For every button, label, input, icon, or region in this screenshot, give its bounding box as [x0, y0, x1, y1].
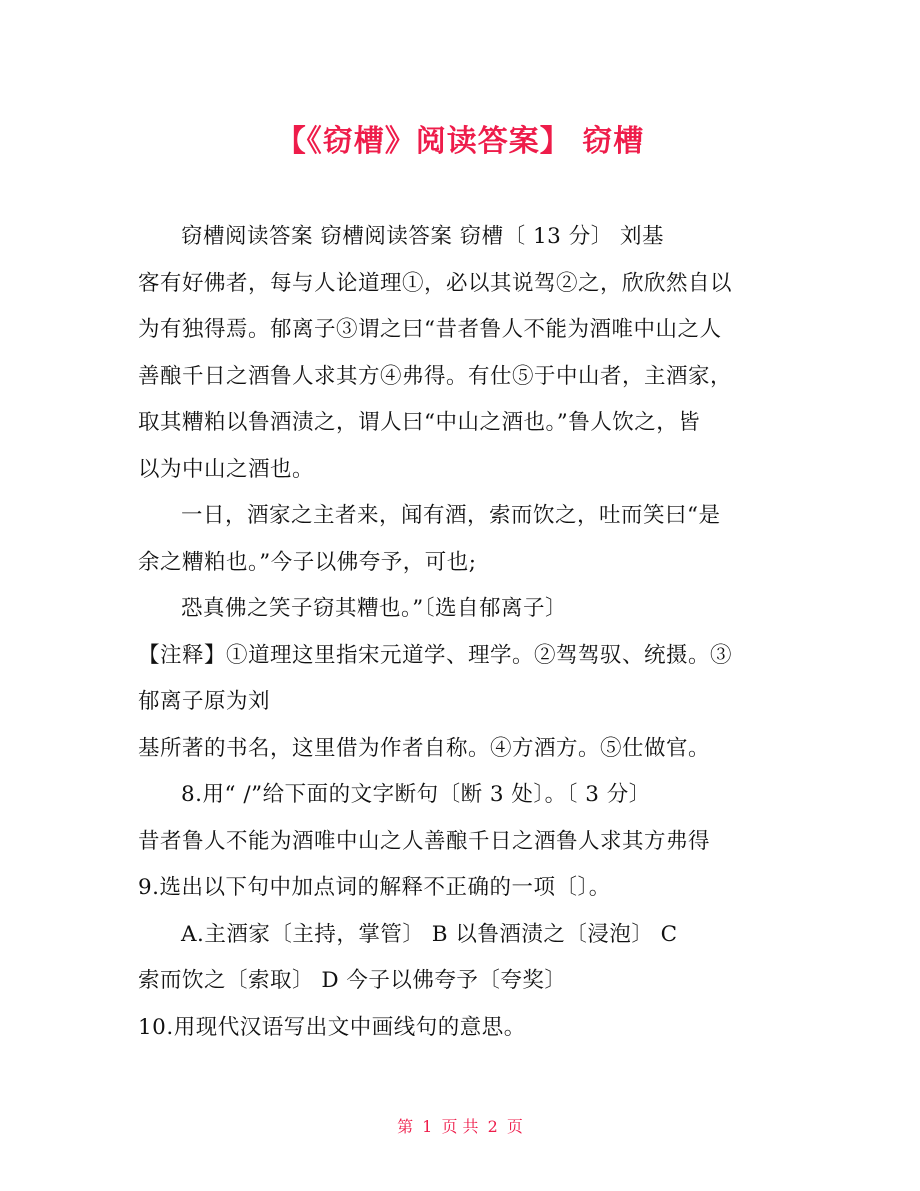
- annotation-line: 【注释】①道理这里指宋元道学、理学。②驾驾驭、统摄。③: [138, 642, 733, 668]
- text-line: 客有好佛者，每与人论道理①，必以其说驾②之，欣欣然自以: [138, 270, 733, 296]
- option-line: A.主酒家〔主持，掌管〕 B 以鲁酒渍之〔浸泡〕 C: [181, 921, 678, 947]
- footer-middle: 页 共: [441, 1117, 479, 1136]
- footer-prefix: 第: [397, 1117, 414, 1136]
- footer-total-pages: 2: [487, 1117, 498, 1136]
- text-line-heading: 窃槽阅读答案 窃槽阅读答案 窃槽〔 13 分〕 刘基: [181, 224, 665, 249]
- footer-page-number: 1: [422, 1117, 433, 1136]
- page-footer: [0, 1114, 920, 1137]
- document-body: [138, 214, 788, 1051]
- text-line: 善酿千日之酒鲁人求其方④弗得。有仕⑤于中山者，主酒家，: [138, 363, 733, 389]
- question-line: 10.用现代汉语写出文中画线句的意思。: [138, 1014, 526, 1040]
- question-line: 昔者鲁人不能为酒唯中山之人善酿千日之酒鲁人求其方弗得: [138, 828, 711, 854]
- question-line: 9.选出以下句中加点词的解释不正确的一项〔〕。: [138, 875, 611, 900]
- footer-suffix: 页: [506, 1117, 523, 1136]
- text-line: 余之糟粕也。”今子以佛夸予，可也;: [138, 549, 477, 575]
- text-line: 为有独得焉。郁离子③谓之曰“昔者鲁人不能为酒唯中山之人: [138, 317, 722, 342]
- page-title: 【《窃槽》阅读答案】 窃槽: [275, 124, 645, 159]
- annotation-line: 基所著的书名，这里借为作者自称。④方酒方。⑤仕做官。: [138, 735, 711, 761]
- text-line: 恐真佛之笑子窃其糟也。”〔选自郁离子〕: [181, 596, 567, 621]
- annotation-line: 郁离子原为刘: [138, 689, 271, 714]
- text-line: 以为中山之酒也。: [138, 456, 315, 482]
- text-line: 一日，酒家之主者来，闻有酒，索而饮之，吐而笑曰“是: [181, 503, 721, 528]
- option-line: 索而饮之〔索取〕 D 今子以佛夸予〔夸奖〕: [138, 968, 567, 993]
- question-line: 8.用“ /”给下面的文字断句〔断 3 处〕。〔 3 分〕: [181, 782, 651, 807]
- text-line: 取其糟粕以鲁酒渍之，谓人曰“中山之酒也。”鲁人饮之，皆: [138, 410, 701, 435]
